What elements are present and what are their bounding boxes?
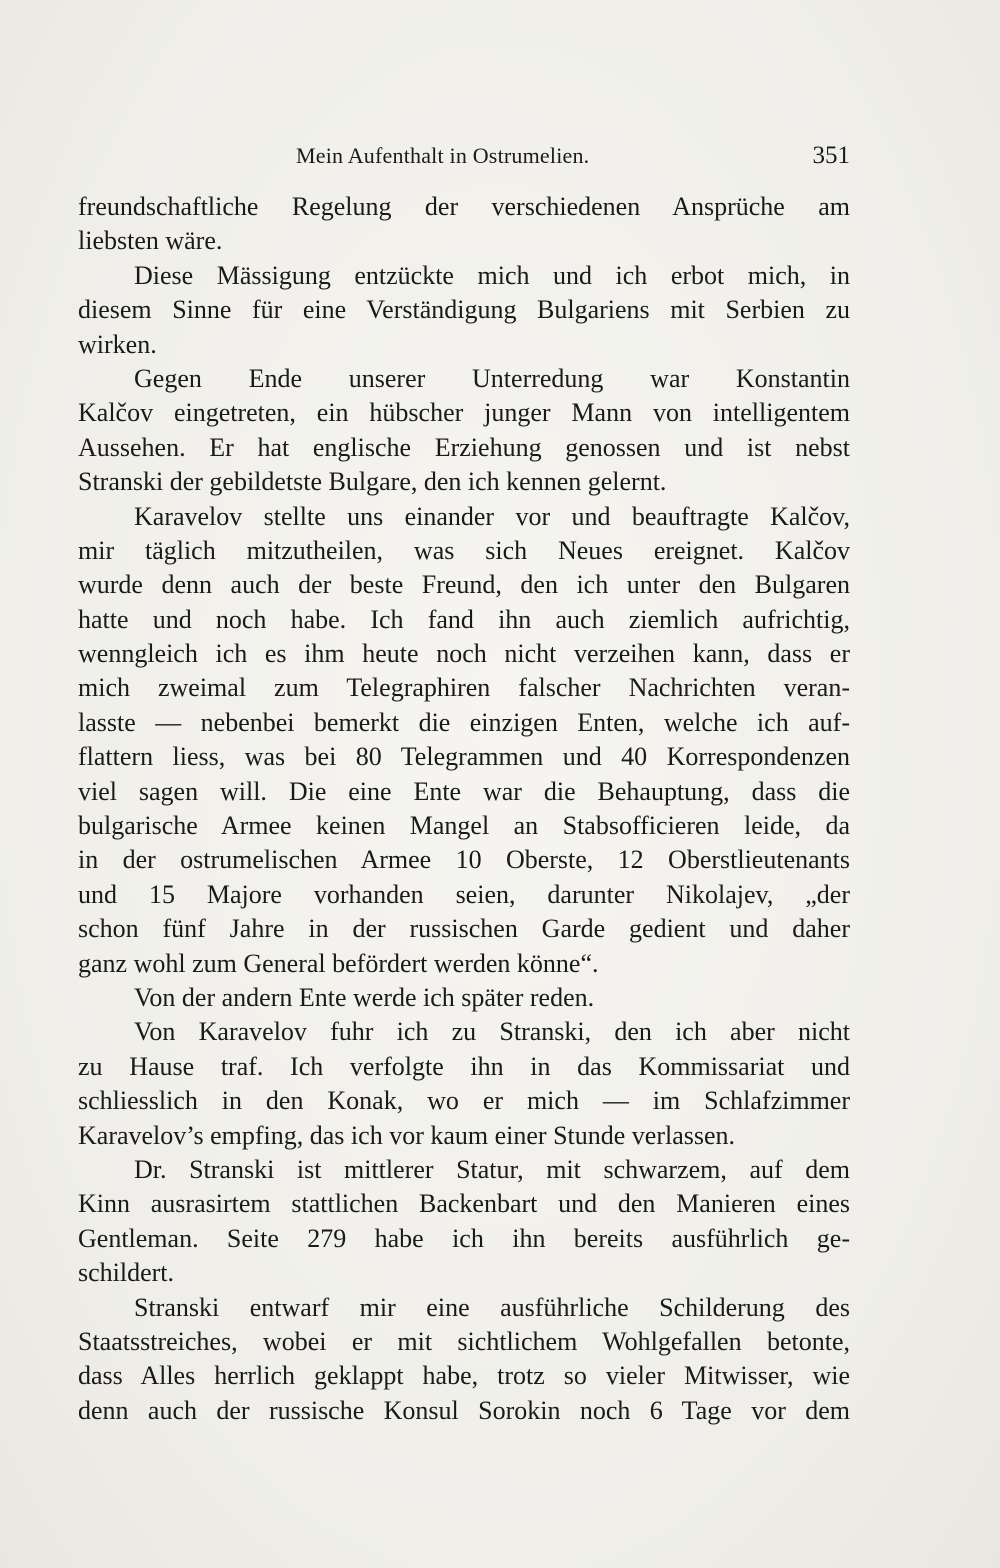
- text-line: hatte und noch habe. Ich fand ihn auch ziemlich aufrichtig,: [78, 604, 850, 634]
- text-line: liebsten wäre.: [78, 226, 223, 256]
- text-line: lasste — nebenbei bemerkt die einzigen Enten, welche ich auf-: [78, 707, 850, 737]
- text-line: ganz wohl zum General befördert werden könne“.: [78, 948, 599, 978]
- text-line: Karavelov’s empfing, das ich vor kaum einer Stunde verlassen.: [78, 1120, 736, 1150]
- text-line: schon fünf Jahre in der russischen Garde gedient und daher: [78, 914, 850, 944]
- text-line: freundschaftliche Regelung der verschiedenen Ansprüche am: [78, 192, 850, 221]
- text-line: Karavelov stellte uns einander vor und beauftragte Kalčov,: [134, 501, 850, 531]
- text-line: Kalčov eingetreten, ein hübscher junger Mann von intelligentem: [78, 398, 850, 428]
- text-line: Von der andern Ente werde ich später reden.: [134, 982, 595, 1012]
- text-line: schildert.: [78, 1258, 175, 1288]
- text-line: Staatsstreiches, wobei er mit sichtlichem Wohlgefallen betonte,: [78, 1326, 850, 1356]
- text-line: und 15 Majore vorhanden seien, darunter Nikolajev, „der: [78, 879, 850, 909]
- body-text: [78, 190, 850, 1428]
- running-head: Mein Aufenthalt in Ostrumelien.: [296, 143, 590, 168]
- text-line: dass Alles herrlich geklappt habe, trotz so vieler Mitwisser, wie: [78, 1361, 850, 1391]
- text-line: Aussehen. Er hat englische Erziehung genossen und ist nebst: [78, 432, 850, 462]
- text-line: Kinn ausrasirtem stattlichen Backenbart und den Manieren eines: [78, 1189, 850, 1219]
- page-number: 351: [812, 142, 850, 169]
- text-line: mir täglich mitzutheilen, was sich Neues ereignet. Kalčov: [78, 535, 850, 565]
- text-line: zu Hause traf. Ich verfolgte ihn in das Kommissariat und: [78, 1051, 850, 1081]
- text-line: Stranski entwarf mir eine ausführliche Schilderung des: [134, 1292, 850, 1322]
- text-line: Gegen Ende unserer Unterredung war Konstantin: [134, 363, 850, 393]
- text-line: diesem Sinne für eine Verständigung Bulgariens mit Serbien zu: [78, 295, 850, 325]
- text-line: bulgarische Armee keinen Mangel an Stabsofficieren leide, da: [78, 811, 850, 841]
- text-line: wirken.: [78, 329, 157, 359]
- text-line: schliesslich in den Konak, wo er mich — im Schlafzimmer: [78, 1086, 850, 1116]
- text-line: mich zweimal zum Telegraphiren falscher Nachrichten veran-: [78, 673, 850, 703]
- text-line: Diese Mässigung entzückte mich und ich erbot mich, in: [134, 260, 850, 290]
- text-line: in der ostrumelischen Armee 10 Oberste, 12 Oberstlieutenants: [78, 845, 850, 875]
- text-line: wurde denn auch der beste Freund, den ich unter den Bulgaren: [78, 570, 850, 600]
- text-line: Stranski der gebildetste Bulgare, den ich kennen gelernt.: [78, 467, 667, 497]
- text-line: Von Karavelov fuhr ich zu Stranski, den ich aber nicht: [134, 1017, 850, 1047]
- text-line: wenngleich ich es ihm heute noch nicht verzeihen kann, dass er: [78, 639, 850, 669]
- page-header: [78, 138, 850, 174]
- text-line: Dr. Stranski ist mittlerer Statur, mit schwarzem, auf dem: [134, 1154, 850, 1184]
- text-line: flattern liess, was bei 80 Telegrammen und 40 Korrespondenzen: [78, 742, 850, 772]
- text-line: denn auch der russische Konsul Sorokin noch 6 Tage vor dem: [78, 1395, 850, 1425]
- text-line: viel sagen will. Die eine Ente war die Behauptung, dass die: [78, 776, 850, 806]
- text-line: Gentleman. Seite 279 habe ich ihn bereits ausführlich ge-: [78, 1223, 850, 1253]
